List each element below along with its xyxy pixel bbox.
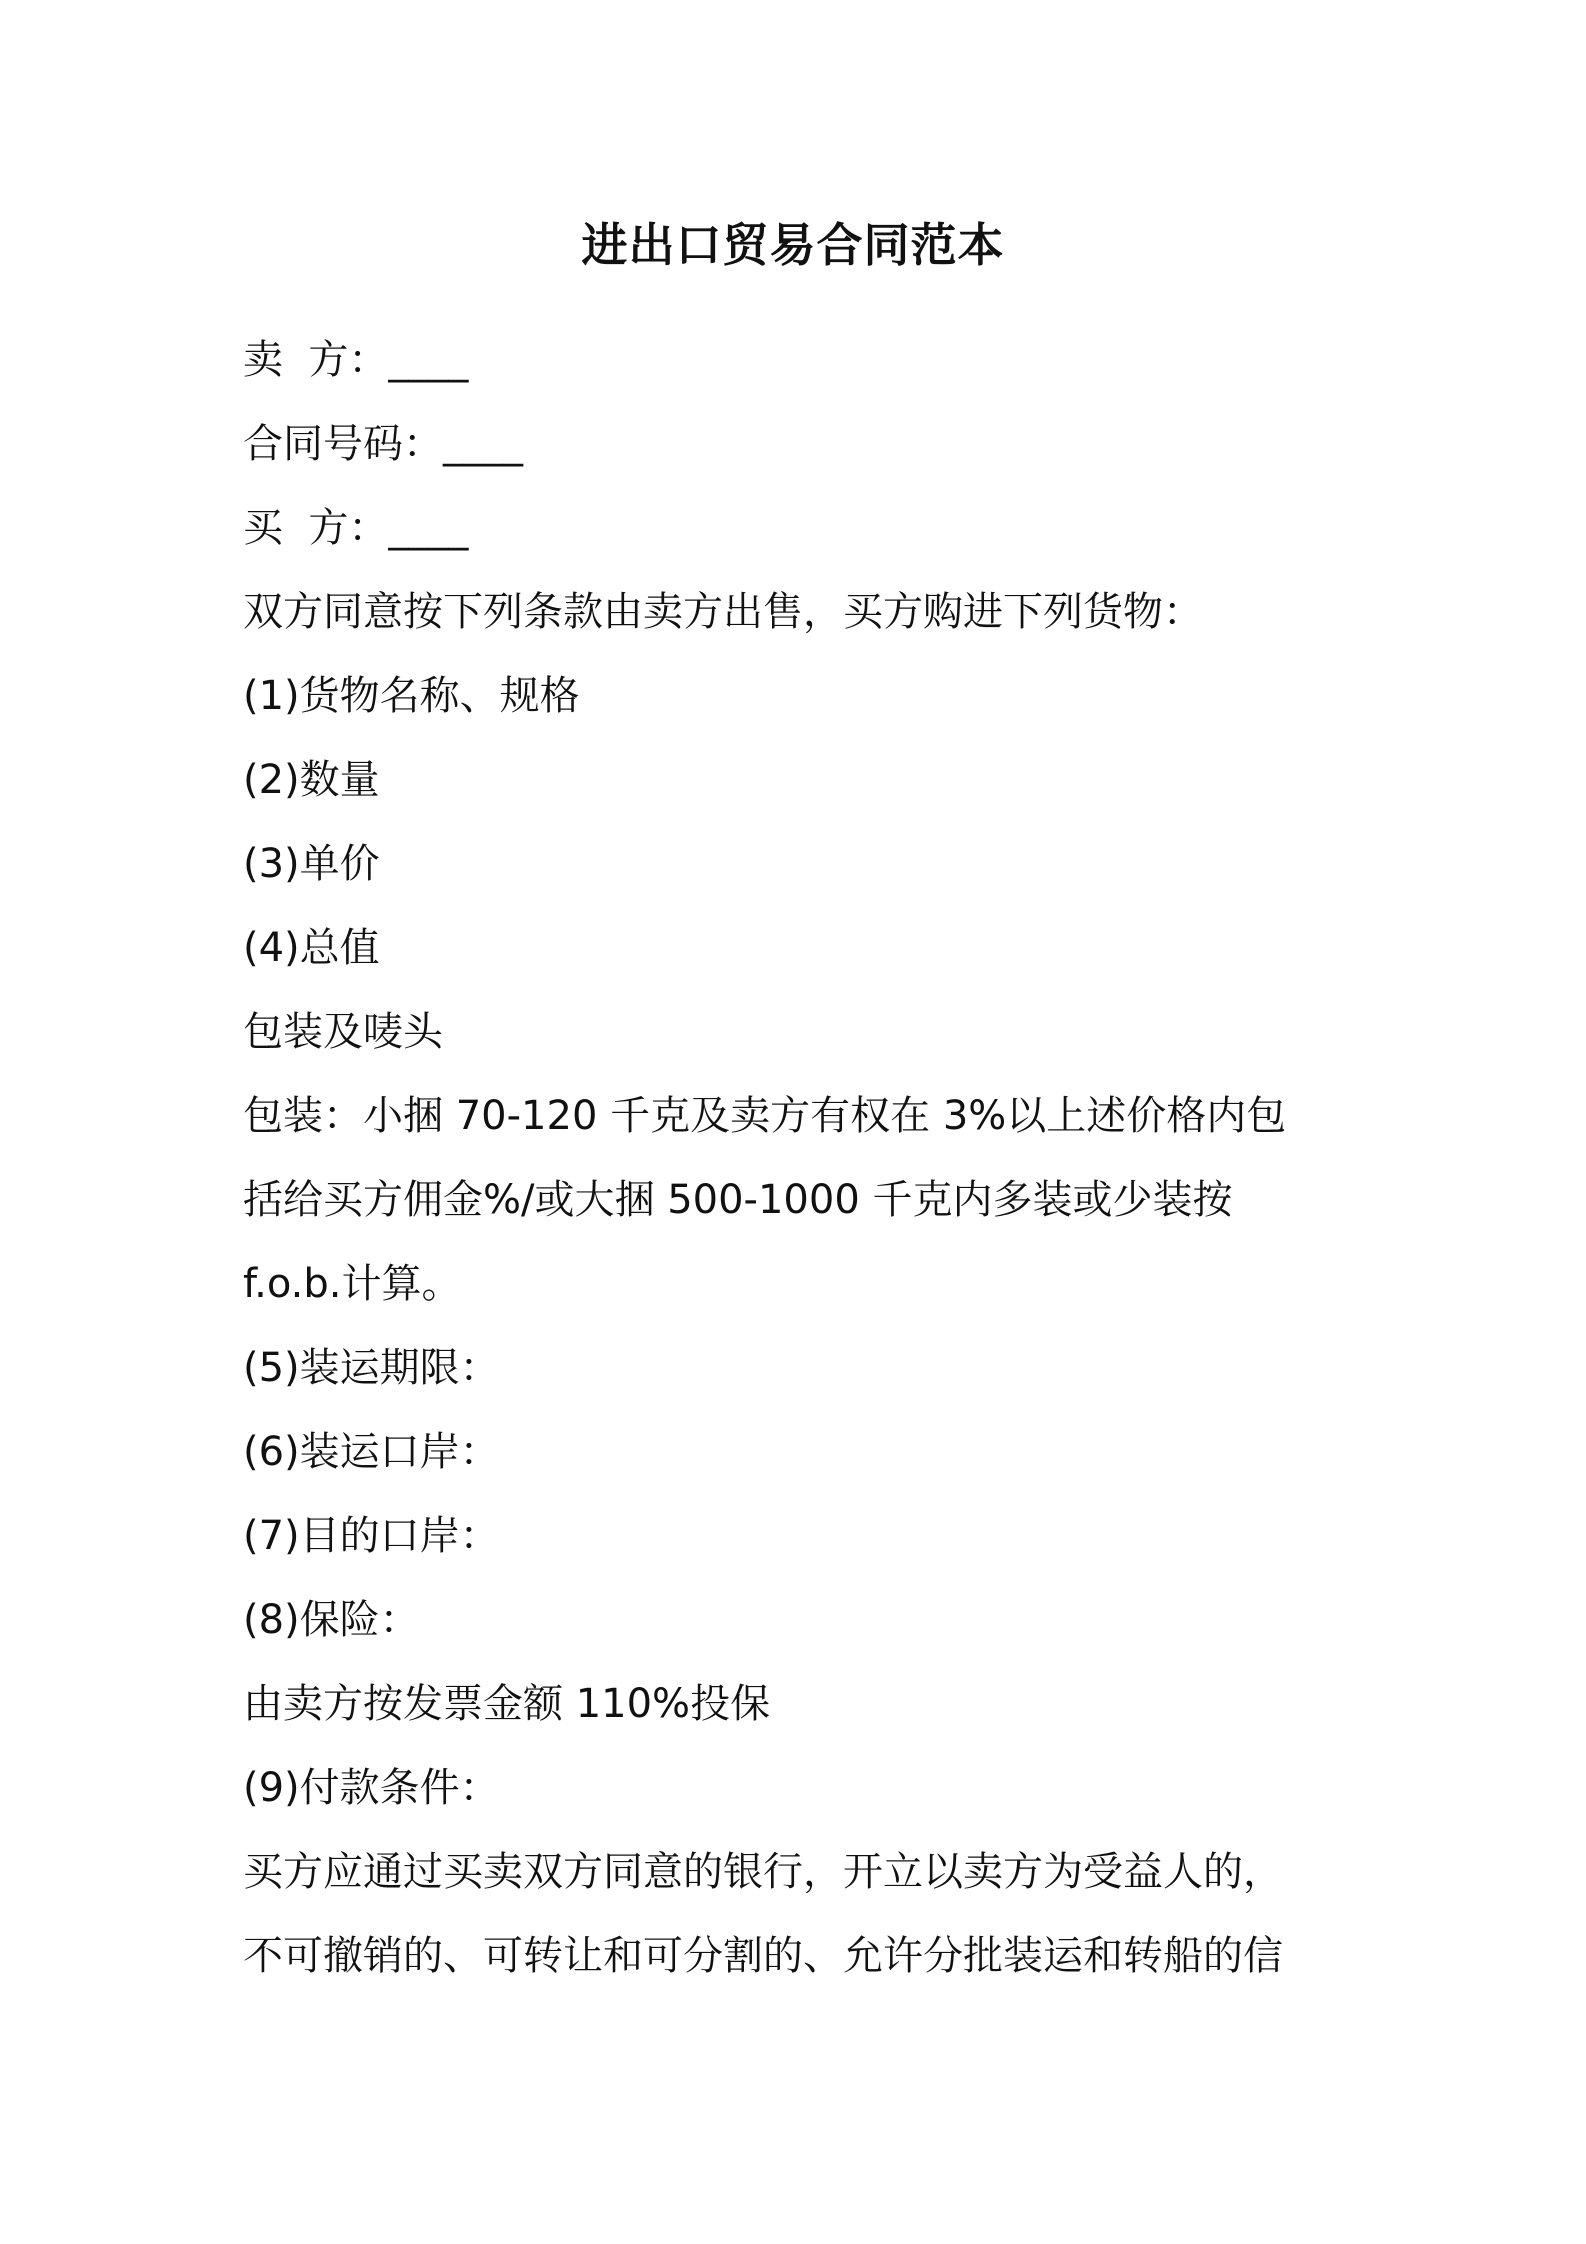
packing-text-line: 包装：小捆 70-120 千克及卖方有权在 3%以上述价格内包 <box>243 1093 1287 1139</box>
packing-text-line: f.o.b.计算。 <box>243 1261 462 1307</box>
clause-goods-name: (1)货物名称、规格 <box>243 673 580 719</box>
contract-number-field: 合同号码：____ <box>243 421 523 467</box>
clause-unit-price: (3)单价 <box>243 841 380 887</box>
buyer-field: 买 方：____ <box>243 505 469 551</box>
clause-shipment-period: (5)装运期限： <box>243 1345 500 1391</box>
packing-heading: 包装及唛头 <box>243 1009 443 1055</box>
payment-text-line: 买方应通过买卖双方同意的银行，开立以卖方为受益人的， <box>243 1849 1283 1895</box>
clause-loading-port: (6)装运口岸： <box>243 1429 500 1475</box>
clause-total-value: (4)总值 <box>243 925 380 971</box>
document-title: 进出口贸易合同范本 <box>581 218 1005 272</box>
payment-text-line: 不可撤销的、可转让和可分割的、允许分批装运和转船的信 <box>243 1933 1283 1979</box>
seller-field: 卖 方：____ <box>243 337 469 383</box>
insurance-text: 由卖方按发票金额 110%投保 <box>243 1681 771 1727</box>
clause-destination-port: (7)目的口岸： <box>243 1513 500 1559</box>
agreement-intro: 双方同意按下列条款由卖方出售，买方购进下列货物： <box>243 589 1203 635</box>
clause-quantity: (2)数量 <box>243 757 380 803</box>
packing-text-line: 括给买方佣金%/或大捆 500-1000 千克内多装或少装按 <box>243 1177 1233 1223</box>
clause-insurance: (8)保险： <box>243 1597 420 1643</box>
document-body <box>243 318 1353 1998</box>
clause-payment-terms: (9)付款条件： <box>243 1765 500 1811</box>
